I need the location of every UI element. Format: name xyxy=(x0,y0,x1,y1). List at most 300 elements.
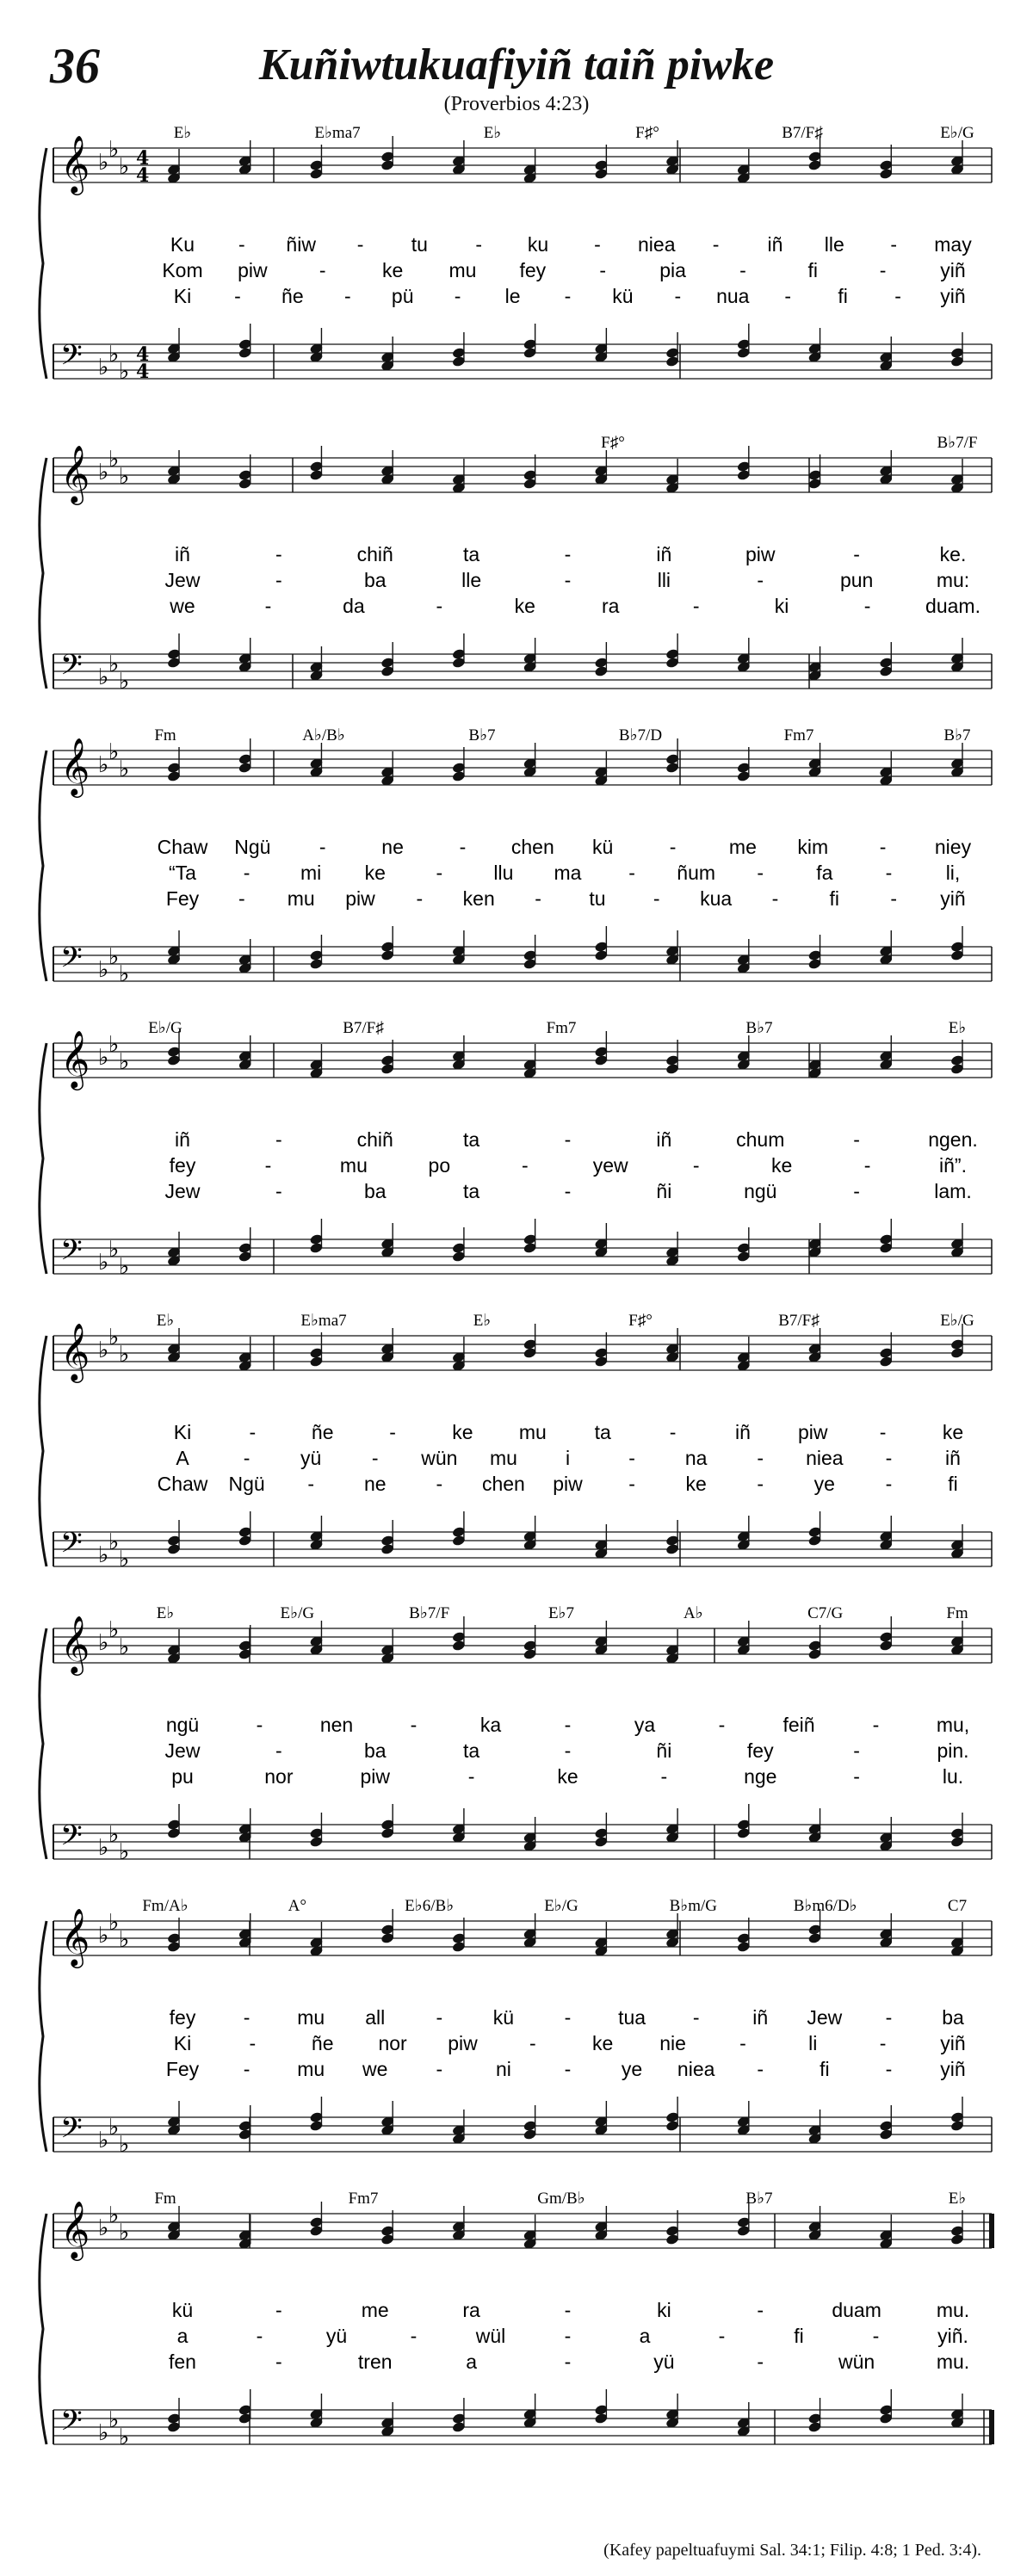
lyric-syllable: all xyxy=(365,2006,386,2029)
bass-note xyxy=(238,939,252,974)
syllable-hyphen: - xyxy=(628,862,635,884)
treble-note xyxy=(167,1918,182,1953)
chord-symbol: A♭ xyxy=(683,1604,703,1622)
bass-note xyxy=(452,332,467,368)
lyric-line-verse-3 xyxy=(169,2351,969,2373)
svg-text:♭: ♭ xyxy=(119,1547,130,1572)
treble-staff xyxy=(53,737,992,798)
chord-symbol: B♭7 xyxy=(745,1019,773,1037)
lyric-syllable: yiñ xyxy=(940,2032,966,2054)
lyric-syllable: iñ”. xyxy=(939,1154,967,1177)
bass-note xyxy=(737,638,752,673)
treble-note xyxy=(380,450,395,485)
lyric-syllable: niea xyxy=(806,1447,844,1469)
brace xyxy=(40,1043,46,1274)
chord-symbol: B7/F♯ xyxy=(778,1312,820,1330)
lyric-syllable: fey xyxy=(519,259,547,281)
lyric-line-verse-3 xyxy=(171,1765,963,1788)
treble-clef-icon: 𝄞 xyxy=(60,2200,90,2258)
treble-note xyxy=(309,743,324,778)
syllable-hyphen: - xyxy=(436,2006,443,2029)
treble-note xyxy=(879,1035,894,1071)
system-6 xyxy=(40,1604,992,1865)
chord-symbol: F♯° xyxy=(635,124,659,142)
syllable-hyphen: - xyxy=(879,1421,887,1443)
treble-note xyxy=(523,743,537,778)
treble-staff xyxy=(53,134,992,195)
lyric-line-verse-3 xyxy=(174,285,966,307)
lyric-syllable: feiñ xyxy=(782,1714,815,1736)
syllable-hyphen: - xyxy=(454,285,461,307)
lyric-syllable: we xyxy=(362,2058,388,2080)
lyric-syllable: li, xyxy=(945,862,961,884)
treble-note xyxy=(452,1035,467,1071)
syllable-hyphen: - xyxy=(564,1739,572,1762)
syllable-hyphen: - xyxy=(853,1128,860,1151)
bass-note xyxy=(380,337,395,372)
syllable-hyphen: - xyxy=(264,595,272,617)
syllable-hyphen: - xyxy=(872,2325,880,2347)
bass-clef-icon: 𝄢 xyxy=(60,1527,83,1566)
bass-note xyxy=(594,2101,609,2136)
treble-staff xyxy=(53,1029,992,1090)
lyric-syllable: mu, xyxy=(936,1714,970,1736)
lyric-syllable: kü xyxy=(612,285,634,307)
lyric-syllable: ye xyxy=(813,1473,835,1495)
treble-note xyxy=(380,136,395,171)
treble-clef-icon: 𝄞 xyxy=(60,1907,90,1966)
lyric-syllable: iñ xyxy=(752,2006,769,2029)
chord-symbol: Gm/B♭ xyxy=(537,2190,585,2208)
syllable-hyphen: - xyxy=(275,569,282,591)
bass-note xyxy=(737,1227,752,1263)
syllable-hyphen: - xyxy=(739,259,746,281)
bass-note xyxy=(737,2402,752,2437)
syllable-hyphen: - xyxy=(564,543,572,565)
lyric-syllable: mu. xyxy=(936,2299,970,2321)
bass-note xyxy=(665,930,680,966)
treble-staff xyxy=(53,1322,992,1383)
syllable-hyphen: - xyxy=(669,1421,677,1443)
lyric-syllable: mu xyxy=(287,887,315,910)
lyric-line-verse-3 xyxy=(166,887,966,910)
chord-symbol: E♭ xyxy=(173,124,192,142)
treble-note xyxy=(523,1044,537,1079)
lyric-syllable: iñ xyxy=(175,543,190,565)
chord-symbol: A♭/B♭ xyxy=(302,726,345,744)
treble-note xyxy=(950,1621,965,1656)
lyric-syllable: chiñ xyxy=(356,543,393,565)
treble-note xyxy=(594,2206,609,2241)
bass-note xyxy=(380,1804,395,1839)
chord-symbol: Fm7 xyxy=(348,2190,379,2208)
lyric-syllable: me xyxy=(361,2299,389,2321)
syllable-hyphen: - xyxy=(256,2325,263,2347)
syllable-hyphen: - xyxy=(275,1739,282,1762)
lyric-syllable: ka xyxy=(479,1714,502,1736)
lyric-syllable: pia xyxy=(659,259,686,281)
treble-note xyxy=(309,1621,324,1656)
lyric-syllable: yew xyxy=(592,1154,628,1177)
lyric-syllable: fi xyxy=(948,1473,958,1495)
bass-note xyxy=(238,2105,252,2140)
treble-note xyxy=(879,450,894,485)
lyric-syllable: yü xyxy=(653,2351,675,2373)
lyric-syllable: nge xyxy=(744,1765,777,1788)
lyric-syllable: a xyxy=(176,2325,189,2347)
syllable-hyphen: - xyxy=(885,1473,893,1495)
syllable-hyphen: - xyxy=(319,259,326,281)
svg-text:♭: ♭ xyxy=(98,2128,109,2153)
lyric-syllable: nor xyxy=(378,2032,407,2054)
system-8 xyxy=(40,2190,992,2450)
treble-note xyxy=(950,459,965,494)
system-2 xyxy=(40,434,992,695)
treble-note xyxy=(807,1328,822,1363)
chord-symbol: A° xyxy=(288,1897,306,1915)
lyric-syllable: ngü xyxy=(744,1180,777,1202)
chord-symbol: Fm xyxy=(154,2190,176,2208)
lyric-syllable: Jew xyxy=(164,1180,201,1202)
bass-note xyxy=(309,2394,324,2429)
lyric-syllable: ken xyxy=(462,887,495,910)
treble-note xyxy=(594,145,609,180)
chord-symbol: E♭ xyxy=(156,1604,175,1622)
bass-note xyxy=(380,926,395,961)
lyric-line-verse-1 xyxy=(158,836,972,858)
lyric-line-verse-2 xyxy=(174,2032,966,2054)
lyric-syllable: piw xyxy=(745,543,776,565)
lyric-syllable: li xyxy=(808,2032,818,2054)
treble-note xyxy=(665,1040,680,1075)
lyric-syllable: ñum xyxy=(677,862,716,884)
treble-note xyxy=(737,747,752,782)
bass-note xyxy=(309,1219,324,1254)
bass-note xyxy=(452,1511,467,1547)
syllable-hyphen: - xyxy=(674,285,682,307)
treble-note xyxy=(167,747,182,782)
svg-text:♭: ♭ xyxy=(108,1910,120,1936)
lyric-syllable: ya xyxy=(634,1714,656,1736)
lyric-syllable: fen xyxy=(169,2351,196,2373)
treble-note xyxy=(879,1913,894,1949)
syllable-hyphen: - xyxy=(459,836,467,858)
syllable-hyphen: - xyxy=(757,2351,764,2373)
lyric-syllable: fey xyxy=(169,2006,196,2029)
bass-note xyxy=(380,642,395,677)
svg-text:♭: ♭ xyxy=(108,447,120,473)
bass-note xyxy=(167,633,182,669)
lyric-syllable: Ki xyxy=(173,285,192,307)
lyric-syllable: ngü xyxy=(165,1714,200,1736)
svg-text:♭: ♭ xyxy=(119,961,130,987)
treble-note xyxy=(523,149,537,184)
lyric-syllable: ke xyxy=(514,595,535,617)
syllable-hyphen: - xyxy=(599,259,607,281)
lyric-syllable: yiñ xyxy=(940,2058,966,2080)
syllable-hyphen: - xyxy=(771,887,779,910)
bass-note xyxy=(452,2110,467,2145)
syllable-hyphen: - xyxy=(885,2058,893,2080)
syllable-hyphen: - xyxy=(275,1128,282,1151)
bass-note xyxy=(807,1808,822,1844)
lyric-syllable: yiñ xyxy=(940,285,966,307)
treble-note xyxy=(594,1031,609,1066)
lyric-syllable: iñ xyxy=(734,1421,751,1443)
treble-note xyxy=(238,140,252,176)
time-signature-icon xyxy=(136,147,149,187)
svg-text:♭: ♭ xyxy=(119,1927,130,1953)
chord-symbol: Fm7 xyxy=(783,726,814,744)
lyric-syllable: tren xyxy=(357,2351,393,2373)
lyric-syllable: me xyxy=(728,836,757,858)
lyric-syllable: Ki xyxy=(173,2032,192,2054)
treble-note xyxy=(452,747,467,782)
lyric-syllable: fi xyxy=(838,285,848,307)
treble-note xyxy=(879,1332,894,1368)
chord-symbol: Fm7 xyxy=(546,1019,577,1037)
svg-text:♭: ♭ xyxy=(98,1337,109,1363)
lyric-syllable: lle xyxy=(824,233,844,256)
syllable-hyphen: - xyxy=(669,836,677,858)
treble-note xyxy=(452,459,467,494)
chord-symbol: B♭7/F xyxy=(409,1604,450,1622)
bass-note xyxy=(737,1516,752,1551)
lyric-syllable: pun xyxy=(839,569,874,591)
treble-note xyxy=(737,1035,752,1071)
treble-note xyxy=(452,2206,467,2241)
treble-note xyxy=(737,149,752,184)
lyric-syllable: ta xyxy=(463,1128,480,1151)
syllable-hyphen: - xyxy=(389,1421,396,1443)
syllable-hyphen: - xyxy=(564,2006,572,2029)
svg-text:♭: ♭ xyxy=(98,1542,109,1568)
syllable-hyphen: - xyxy=(718,1714,726,1736)
syllable-hyphen: - xyxy=(436,2058,443,2080)
syllable-hyphen: - xyxy=(436,595,443,617)
system-5 xyxy=(40,1312,992,1572)
brace xyxy=(40,1336,46,1566)
lyric-syllable: da xyxy=(343,595,365,617)
bass-staff xyxy=(53,2405,992,2450)
syllable-hyphen: - xyxy=(243,1447,251,1469)
lyric-line-verse-2 xyxy=(162,259,965,281)
lyric-syllable: Ki xyxy=(173,1421,192,1443)
syllable-hyphen: - xyxy=(436,862,443,884)
svg-text:♭: ♭ xyxy=(108,1529,120,1555)
lyric-syllable: fi xyxy=(794,2325,804,2347)
syllable-hyphen: - xyxy=(475,233,483,256)
treble-note xyxy=(879,145,894,180)
lyric-syllable: ta xyxy=(594,1421,611,1443)
lyric-syllable: tua xyxy=(618,2006,646,2029)
lyric-syllable: ra xyxy=(462,2299,480,2321)
lyric-line-verse-2 xyxy=(169,862,960,884)
treble-note xyxy=(665,459,680,494)
bass-note xyxy=(950,332,965,368)
svg-text:♭: ♭ xyxy=(98,1045,109,1071)
lyric-syllable: po xyxy=(428,1154,451,1177)
svg-text:♭: ♭ xyxy=(108,2115,120,2140)
treble-note xyxy=(950,1040,965,1075)
bass-note xyxy=(807,2398,822,2433)
bass-clef-icon: 𝄢 xyxy=(60,942,83,981)
svg-text:♭: ♭ xyxy=(108,2202,120,2228)
lyric-syllable: fey xyxy=(169,1154,196,1177)
chord-symbol: E♭ xyxy=(483,124,502,142)
brace xyxy=(40,751,46,981)
svg-text:4: 4 xyxy=(136,343,150,366)
lyric-syllable: fi xyxy=(829,887,840,910)
lyric-syllable: lli xyxy=(657,569,671,591)
footnote: (Kafey papeltuafuymi Sal. 34:1; Filip. 4:8; 1 Ped. 3:4). xyxy=(603,2541,981,2560)
svg-text:♭: ♭ xyxy=(98,957,109,983)
chord-symbol: E♭ma7 xyxy=(314,124,361,142)
bass-staff xyxy=(53,339,992,385)
lyric-syllable: mu xyxy=(339,1154,368,1177)
treble-note xyxy=(665,1328,680,1363)
bass-clef-icon: 𝄢 xyxy=(60,2112,83,2152)
lyric-syllable: piw xyxy=(360,1765,391,1788)
bass-note xyxy=(309,328,324,363)
bass-note xyxy=(737,939,752,974)
svg-text:♭: ♭ xyxy=(119,464,130,490)
svg-text:♭: ♭ xyxy=(119,1634,130,1660)
lyric-syllable: kua xyxy=(700,887,733,910)
treble-note xyxy=(167,1328,182,1363)
system-1 xyxy=(40,124,992,385)
lyric-line-verse-2 xyxy=(176,1447,961,1469)
treble-note xyxy=(309,446,324,481)
lyric-syllable: lle xyxy=(461,569,482,591)
treble-note xyxy=(807,743,822,778)
treble-note xyxy=(665,2210,680,2246)
chord-symbol: E♭/G xyxy=(940,124,974,142)
svg-text:♭: ♭ xyxy=(98,2215,109,2241)
bass-staff xyxy=(53,2112,992,2158)
treble-clef-icon: 𝄞 xyxy=(60,134,90,193)
syllable-hyphen: - xyxy=(718,2325,726,2347)
svg-text:♭: ♭ xyxy=(119,2132,130,2158)
lyric-syllable: ye xyxy=(621,2058,643,2080)
chord-symbol: B7/F♯ xyxy=(343,1019,384,1037)
lyric-syllable: i xyxy=(565,1447,571,1469)
svg-text:♭: ♭ xyxy=(119,757,130,782)
syllable-hyphen: - xyxy=(879,259,887,281)
syllable-hyphen: - xyxy=(757,2299,764,2321)
lyric-syllable: ñe xyxy=(281,285,304,307)
bass-note xyxy=(238,324,252,359)
lyric-syllable: duam xyxy=(832,2299,881,2321)
brace xyxy=(40,2214,46,2444)
treble-staff xyxy=(53,2200,992,2261)
lyric-syllable: fi xyxy=(820,2058,830,2080)
syllable-hyphen: - xyxy=(872,1714,880,1736)
lyric-syllable: kü xyxy=(492,2006,515,2029)
lyric-syllable: ba xyxy=(363,569,387,591)
chord-symbol: E♭6/B♭ xyxy=(405,1897,455,1915)
lyric-syllable: Chaw xyxy=(157,1473,208,1495)
lyric-syllable: mu xyxy=(297,2006,325,2029)
svg-text:♭: ♭ xyxy=(108,2407,120,2433)
syllable-hyphen: - xyxy=(275,2299,282,2321)
lyric-syllable: ke xyxy=(557,1765,578,1788)
system-3 xyxy=(40,726,992,987)
syllable-hyphen: - xyxy=(238,887,245,910)
bass-note xyxy=(309,1813,324,1848)
brace xyxy=(40,148,46,379)
system-4 xyxy=(40,1019,992,1280)
syllable-hyphen: - xyxy=(343,285,351,307)
syllable-hyphen: - xyxy=(243,862,251,884)
treble-note xyxy=(167,2206,182,2241)
lyric-line-verse-1 xyxy=(172,2299,969,2321)
bass-note xyxy=(665,2097,680,2132)
treble-note xyxy=(309,1044,324,1079)
syllable-hyphen: - xyxy=(628,1447,635,1469)
treble-note xyxy=(380,1629,395,1665)
lyric-syllable: ke xyxy=(942,1421,964,1443)
lyric-syllable: we xyxy=(170,595,195,617)
bass-note xyxy=(594,2389,609,2425)
svg-text:♭: ♭ xyxy=(108,652,120,677)
treble-note xyxy=(807,2206,822,2241)
bass-note xyxy=(879,2389,894,2425)
svg-text:♭: ♭ xyxy=(108,137,120,163)
lyric-syllable: Jew xyxy=(164,569,201,591)
treble-note xyxy=(879,2215,894,2250)
syllable-hyphen: - xyxy=(564,1128,572,1151)
lyric-syllable: lu. xyxy=(942,1765,964,1788)
syllable-hyphen: - xyxy=(739,2032,746,2054)
syllable-hyphen: - xyxy=(853,1739,860,1762)
syllable-hyphen: - xyxy=(319,836,326,858)
chord-symbol: Fm/A♭ xyxy=(142,1897,189,1915)
bass-note xyxy=(950,638,965,673)
lyric-line-verse-3 xyxy=(169,595,980,617)
lyric-syllable: Jew xyxy=(164,1739,201,1762)
lyric-line-verse-2 xyxy=(165,569,970,591)
treble-note xyxy=(523,454,537,490)
syllable-hyphen: - xyxy=(628,1473,635,1495)
lyric-syllable: Ngü xyxy=(228,1473,265,1495)
chord-symbol: C7 xyxy=(947,1897,968,1915)
bass-note xyxy=(950,1223,965,1258)
syllable-hyphen: - xyxy=(410,1714,418,1736)
bass-note xyxy=(950,926,965,961)
syllable-hyphen: - xyxy=(410,2325,418,2347)
lyric-syllable: ta xyxy=(463,1739,480,1762)
treble-note xyxy=(523,2215,537,2250)
treble-note xyxy=(879,751,894,787)
syllable-hyphen: - xyxy=(275,543,282,565)
treble-note xyxy=(594,1621,609,1656)
treble-note xyxy=(737,2202,752,2237)
bass-note xyxy=(523,2105,537,2140)
lyric-syllable: mi xyxy=(300,862,322,884)
lyric-syllable: mu: xyxy=(936,569,970,591)
bass-note xyxy=(452,2398,467,2433)
svg-text:♭: ♭ xyxy=(108,342,120,368)
treble-note xyxy=(665,140,680,176)
bass-staff xyxy=(53,942,992,987)
treble-note xyxy=(950,743,965,778)
svg-text:♭: ♭ xyxy=(108,1032,120,1058)
lyric-line-verse-3 xyxy=(165,1180,972,1202)
bass-clef-icon: 𝄢 xyxy=(60,339,83,379)
treble-note xyxy=(665,1913,680,1949)
lyric-syllable: ngen. xyxy=(928,1128,978,1151)
